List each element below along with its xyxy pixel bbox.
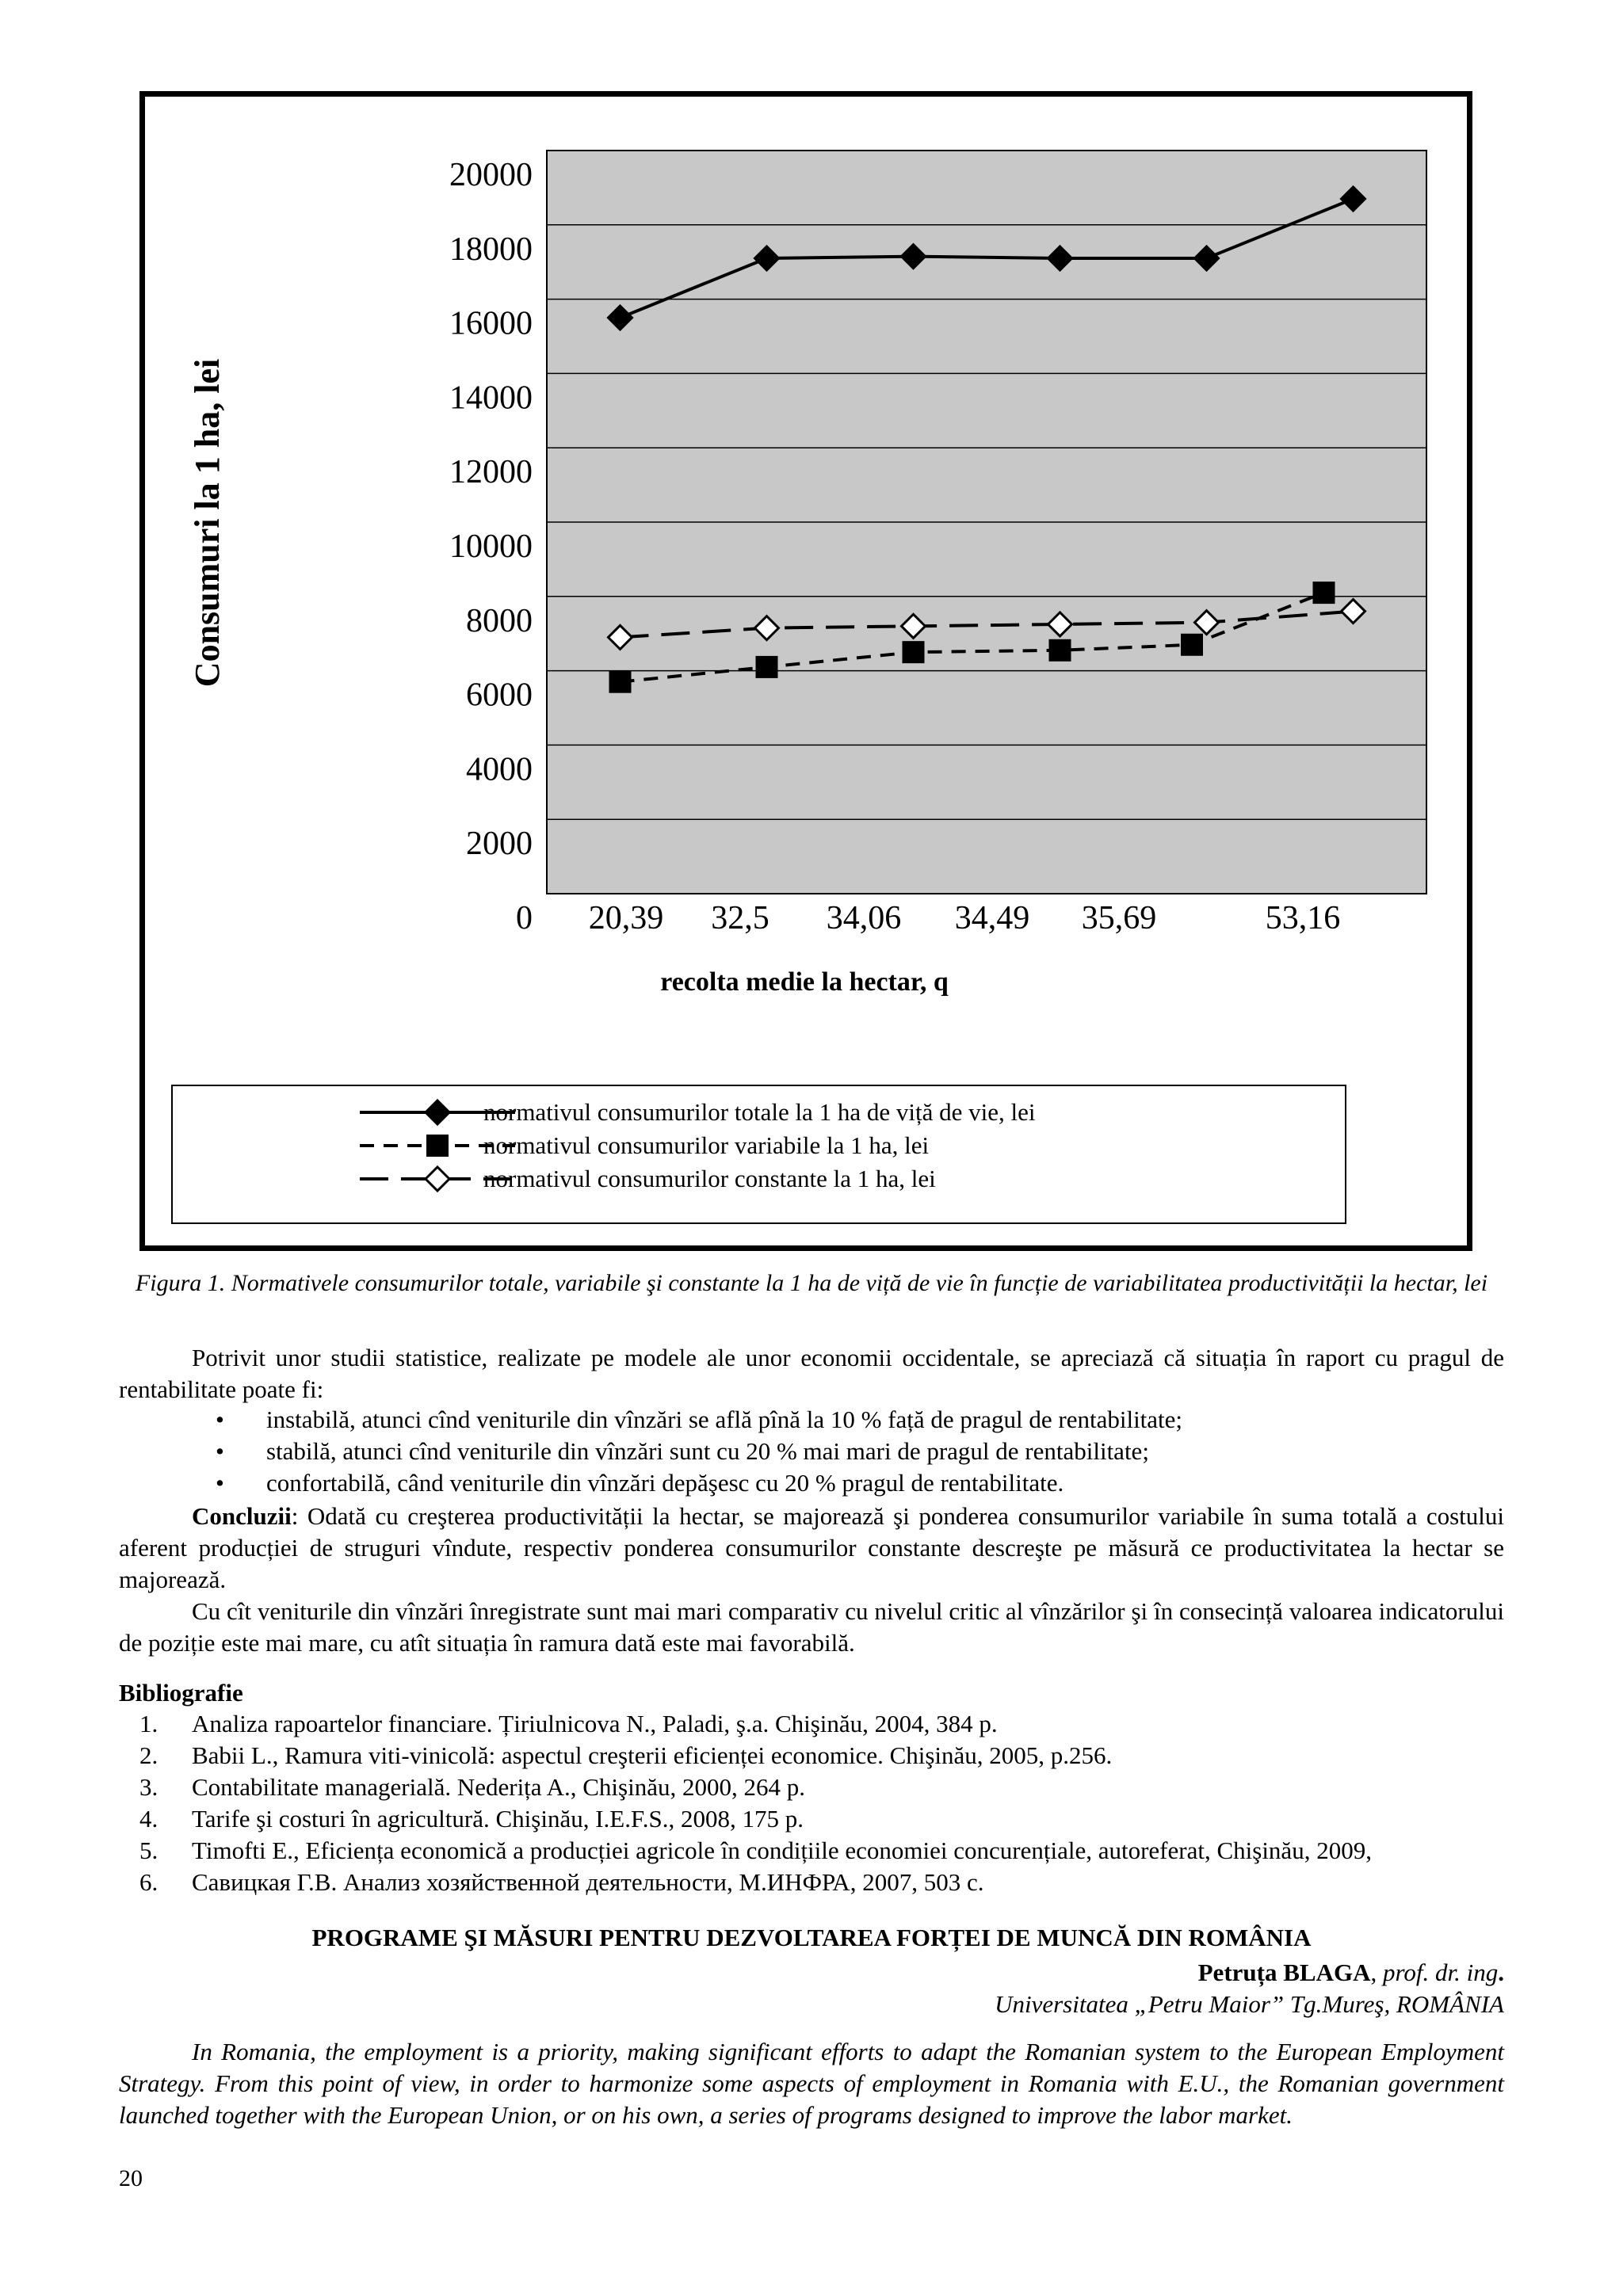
y-tick-label: 8000 (466, 602, 533, 639)
section-title: PROGRAME ŞI MĂSURI PENTRU DEZVOLTAREA FORȚEI DE MUNCĂ DIN ROMÂNIA (311, 1924, 1312, 1951)
paragraph-conclusions: Concluzii: Odată cu creşterea productivității la hectar, se majorează şi ponderea consumurilor variabile în suma totală a costului aferent producției de struguri vîndute, respectiv ponderea consumurilor constante descreşte pe măsură ce productivitatea la hectar se majorează. (119, 1502, 1504, 1593)
y-tick-label: 4000 (466, 751, 533, 788)
list-item: 1. Analiza rapoartelor financiare. Țiriulnicova N., Paladi, ş.a. Chişinău, 2004, 384 p. (139, 1710, 998, 1737)
legend-marker (426, 1100, 449, 1124)
legend-label: normativul consumurilor variabile la 1 ha, lei (483, 1131, 930, 1159)
list-item: 3. Contabilitate managerială. Nederița A., Chişinău, 2000, 264 p. (139, 1773, 805, 1801)
y-tick-label: 0 (516, 900, 533, 936)
data-point (1049, 639, 1071, 662)
x-tick-label: 35,69 (1081, 900, 1157, 936)
paragraph-intro: Potrivit unor studii statistice, realizate pe modele ale unor economii occidentale, se apreciază că situația în raport cu pragul de rentabilitate poate fi: (119, 1344, 1504, 1403)
legend-marker (426, 1135, 449, 1157)
y-axis-label: Consumuri la 1 ha, lei (188, 358, 227, 688)
list-item: 2. Babii L., Ramura viti-vinicolă: aspectul creşterii eficienței economice. Chişinău, 2005, p.256. (139, 1741, 1113, 1769)
conclusions-label: Concluzii (192, 1502, 292, 1530)
list-item: 5. Timofti E., Eficiența economică a producției agricole în condițiile economiei concurențiale, autoreferat, Chişinău, 2009, (139, 1836, 1372, 1864)
page-number: 20 (119, 2165, 143, 2191)
y-tick-label: 20000 (449, 157, 533, 193)
legend-marker (426, 1167, 449, 1191)
bullet-list (119, 1404, 1504, 1499)
x-tick-label: 34,06 (826, 900, 902, 936)
list-item: • instabilă, atunci cînd veniturile din vînzări se află pînă la 10 % față de pragul de rentabilitate; (119, 1404, 1504, 1436)
bullet-glyph: • (216, 1469, 224, 1497)
y-tick-label: 6000 (466, 677, 533, 714)
legend-label: normativul consumurilor constante la 1 ha, lei (483, 1165, 936, 1192)
y-tick-label: 10000 (449, 528, 533, 565)
bibliography-list (119, 1708, 1514, 1898)
data-point (609, 671, 632, 693)
bullet-glyph: • (216, 1405, 224, 1433)
paragraph-final: Cu cît veniturile din vînzări înregistrate sunt mai mari comparativ cu nivelul critic al vînzărilor şi în consecință valoarea indicatorului de poziție este mai mare, cu atît situația în ramura dată este mai favorabilă. (119, 1597, 1504, 1657)
y-tick-label: 2000 (466, 826, 533, 863)
affiliation: Universitatea „Petru Maior” Tg.Mureş, ROMÂNIA (995, 1990, 1504, 2018)
x-tick-label: 32,5 (711, 900, 769, 936)
figure-caption: Figura 1. Normativele consumurilor totale, variabile şi constante la 1 ha de viță de vie în funcție de variabilitatea productivității la hectar, lei (135, 1270, 1488, 1296)
list-item: • stabilă, atunci cînd veniturile din vînzări sunt cu 20 % mai mari de pragul de rentabilitate; (119, 1436, 1504, 1467)
data-point (1181, 634, 1203, 656)
y-tick-label: 12000 (449, 454, 533, 491)
author-name: Petruța BLAGA (1197, 1958, 1371, 1986)
abstract: In Romania, the employment is a priority, making significant efforts to adapt the Romanian system to the European Employment Strategy. From this point of view, in order to harmonize some aspects of employment in Romania with E.U., the Romanian government launched together with the European Union, or on his own, a series of programs designed to improve the labor market. (119, 2038, 1504, 2129)
x-axis-label: recolta medie la hectar, q (660, 967, 949, 997)
data-point (1313, 582, 1335, 604)
list-item: • confortabilă, când veniturile din vînzări depăşesc cu 20 % pragul de rentabilitate. (119, 1467, 1504, 1499)
y-tick-label: 14000 (449, 379, 533, 417)
list-item: 4. Tarife şi costuri în agricultură. Chişinău, I.E.F.S., 2008, 175 p. (139, 1805, 804, 1833)
x-tick-label: 34,49 (954, 900, 1030, 936)
x-tick-label: 53,16 (1265, 900, 1341, 936)
x-tick-label: 20,39 (588, 900, 664, 936)
data-point (756, 656, 778, 678)
list-item: 6. Савицкая Г.В. Анализ хозяйственной деятельности, М.ИНФРА, 2007, 503 с. (139, 1868, 984, 1896)
y-tick-label: 16000 (449, 305, 533, 342)
data-point (903, 641, 925, 663)
bibliography-heading: Bibliografie (119, 1679, 243, 1707)
y-tick-label: 18000 (449, 231, 533, 268)
author-title: prof. dr. ing (1382, 1958, 1499, 1986)
legend-label: normativul consumurilor totale la 1 ha de viță de vie, lei (483, 1098, 1036, 1126)
bullet-glyph: • (216, 1437, 224, 1465)
author-line: Petruța BLAGA, prof. dr. ing. (1197, 1958, 1504, 1986)
